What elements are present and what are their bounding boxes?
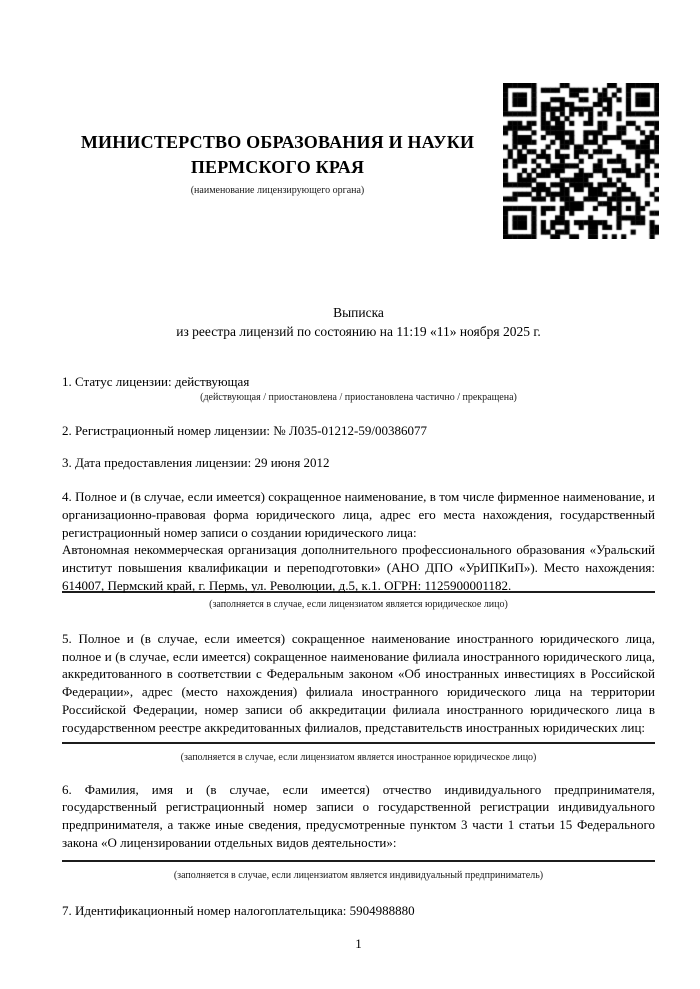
taxpayer-number-text: 7. Идентификационный номер налогоплательщика: 5904988880 <box>62 902 415 918</box>
ministry-name-line2: ПЕРМСКОГО КРАЯ <box>190 157 365 177</box>
individual-entrepreneur-intro: 6. Фамилия, имя и (в случае, если имеется) отчество индивидуального предпринимателя, государственный регистрационный номер записи о государственной регистрации индивидуального предпринимателя, а также иные сведения, предусмотренные пунктом 3 части 1 статьи 15 Федерального закона «О лицензировании отдельных видов деятельности»: <box>62 781 655 850</box>
individual-entrepreneur-caption: (заполняется в случае, если лицензиатом является индивидуальный предприниматель) <box>173 869 544 881</box>
document-body <box>62 0 655 953</box>
item-taxpayer-number <box>62 902 655 920</box>
license-status-caption: (действующая / приостановлена / приостановлена частично / прекращена) <box>200 392 517 403</box>
ministry-name-line1: МИНИСТЕРСТВО ОБРАЗОВАНИЯ И НАУКИ <box>80 132 475 152</box>
document-subtitle: из реестра лицензий по состоянию на 11:19 «11» ноября 2025 г. <box>176 324 541 339</box>
individual-entrepreneur-rule <box>62 860 655 862</box>
legal-entity-intro: 4. Полное и (в случае, если имеется) сокращенное наименование, в том числе фирменное наименование, и организационно-правовая форма юридического лица, адрес его места нахождения, государственный регистрационный номер записи о создании юридического лица: <box>62 489 655 540</box>
item-foreign-entity <box>62 630 655 764</box>
license-status-text: 1. Статус лицензии: действующая <box>62 374 250 389</box>
item-individual-entrepreneur <box>62 781 655 882</box>
legal-entity-caption: (заполняется в случае, если лицензиатом является юридическое лицо) <box>209 598 508 610</box>
item-legal-entity <box>62 488 655 611</box>
document-title: Выписка <box>333 305 384 320</box>
foreign-entity-rule <box>62 742 655 744</box>
foreign-entity-intro: 5. Полное и (в случае, если имеется) сокращенное наименование иностранного юридического лица, полное и (в случае, если имеется) сокращенное наименование филиала иностранного юридического лица, аккредитованного в соответствии с Федеральным законом «Об иностранных инвестициях в Российской Федерации», адрес (место нахождения) филиала иностранного юридического лица на территории Российской Федерации, номер записи об аккредитации филиала иностранного юридического лица в государственном реестре аккредитованных филиалов, представительств иностранных юридических лиц: <box>62 630 655 735</box>
foreign-entity-caption: (заполняется в случае, если лицензиатом является иностранное юридическое лицо) <box>180 751 537 763</box>
legal-entity-value: Автономная некоммерческая организация дополнительного профессионального образования «Уральский институт повышения квалификации и переподготовки» (АНО ДПО «УрИПКиП»). Место нахождения: 614007, Пермский край, г. Пермь, ул. Революции, д.5, к.1. ОГРН: 1125900001182. <box>62 542 655 593</box>
item-license-status <box>62 373 655 404</box>
item-registration-number <box>62 422 655 440</box>
document-title-block <box>62 303 655 341</box>
ministry-caption: (наименование лицензирующего органа) <box>190 185 365 196</box>
page-number: 1 <box>355 935 362 951</box>
registration-number-text: 2. Регистрационный номер лицензии: № Л035-01212-59/00386077 <box>62 423 428 438</box>
item-license-date <box>62 454 655 472</box>
license-date-text: 3. Дата предоставления лицензии: 29 июня 2012 <box>62 455 330 470</box>
